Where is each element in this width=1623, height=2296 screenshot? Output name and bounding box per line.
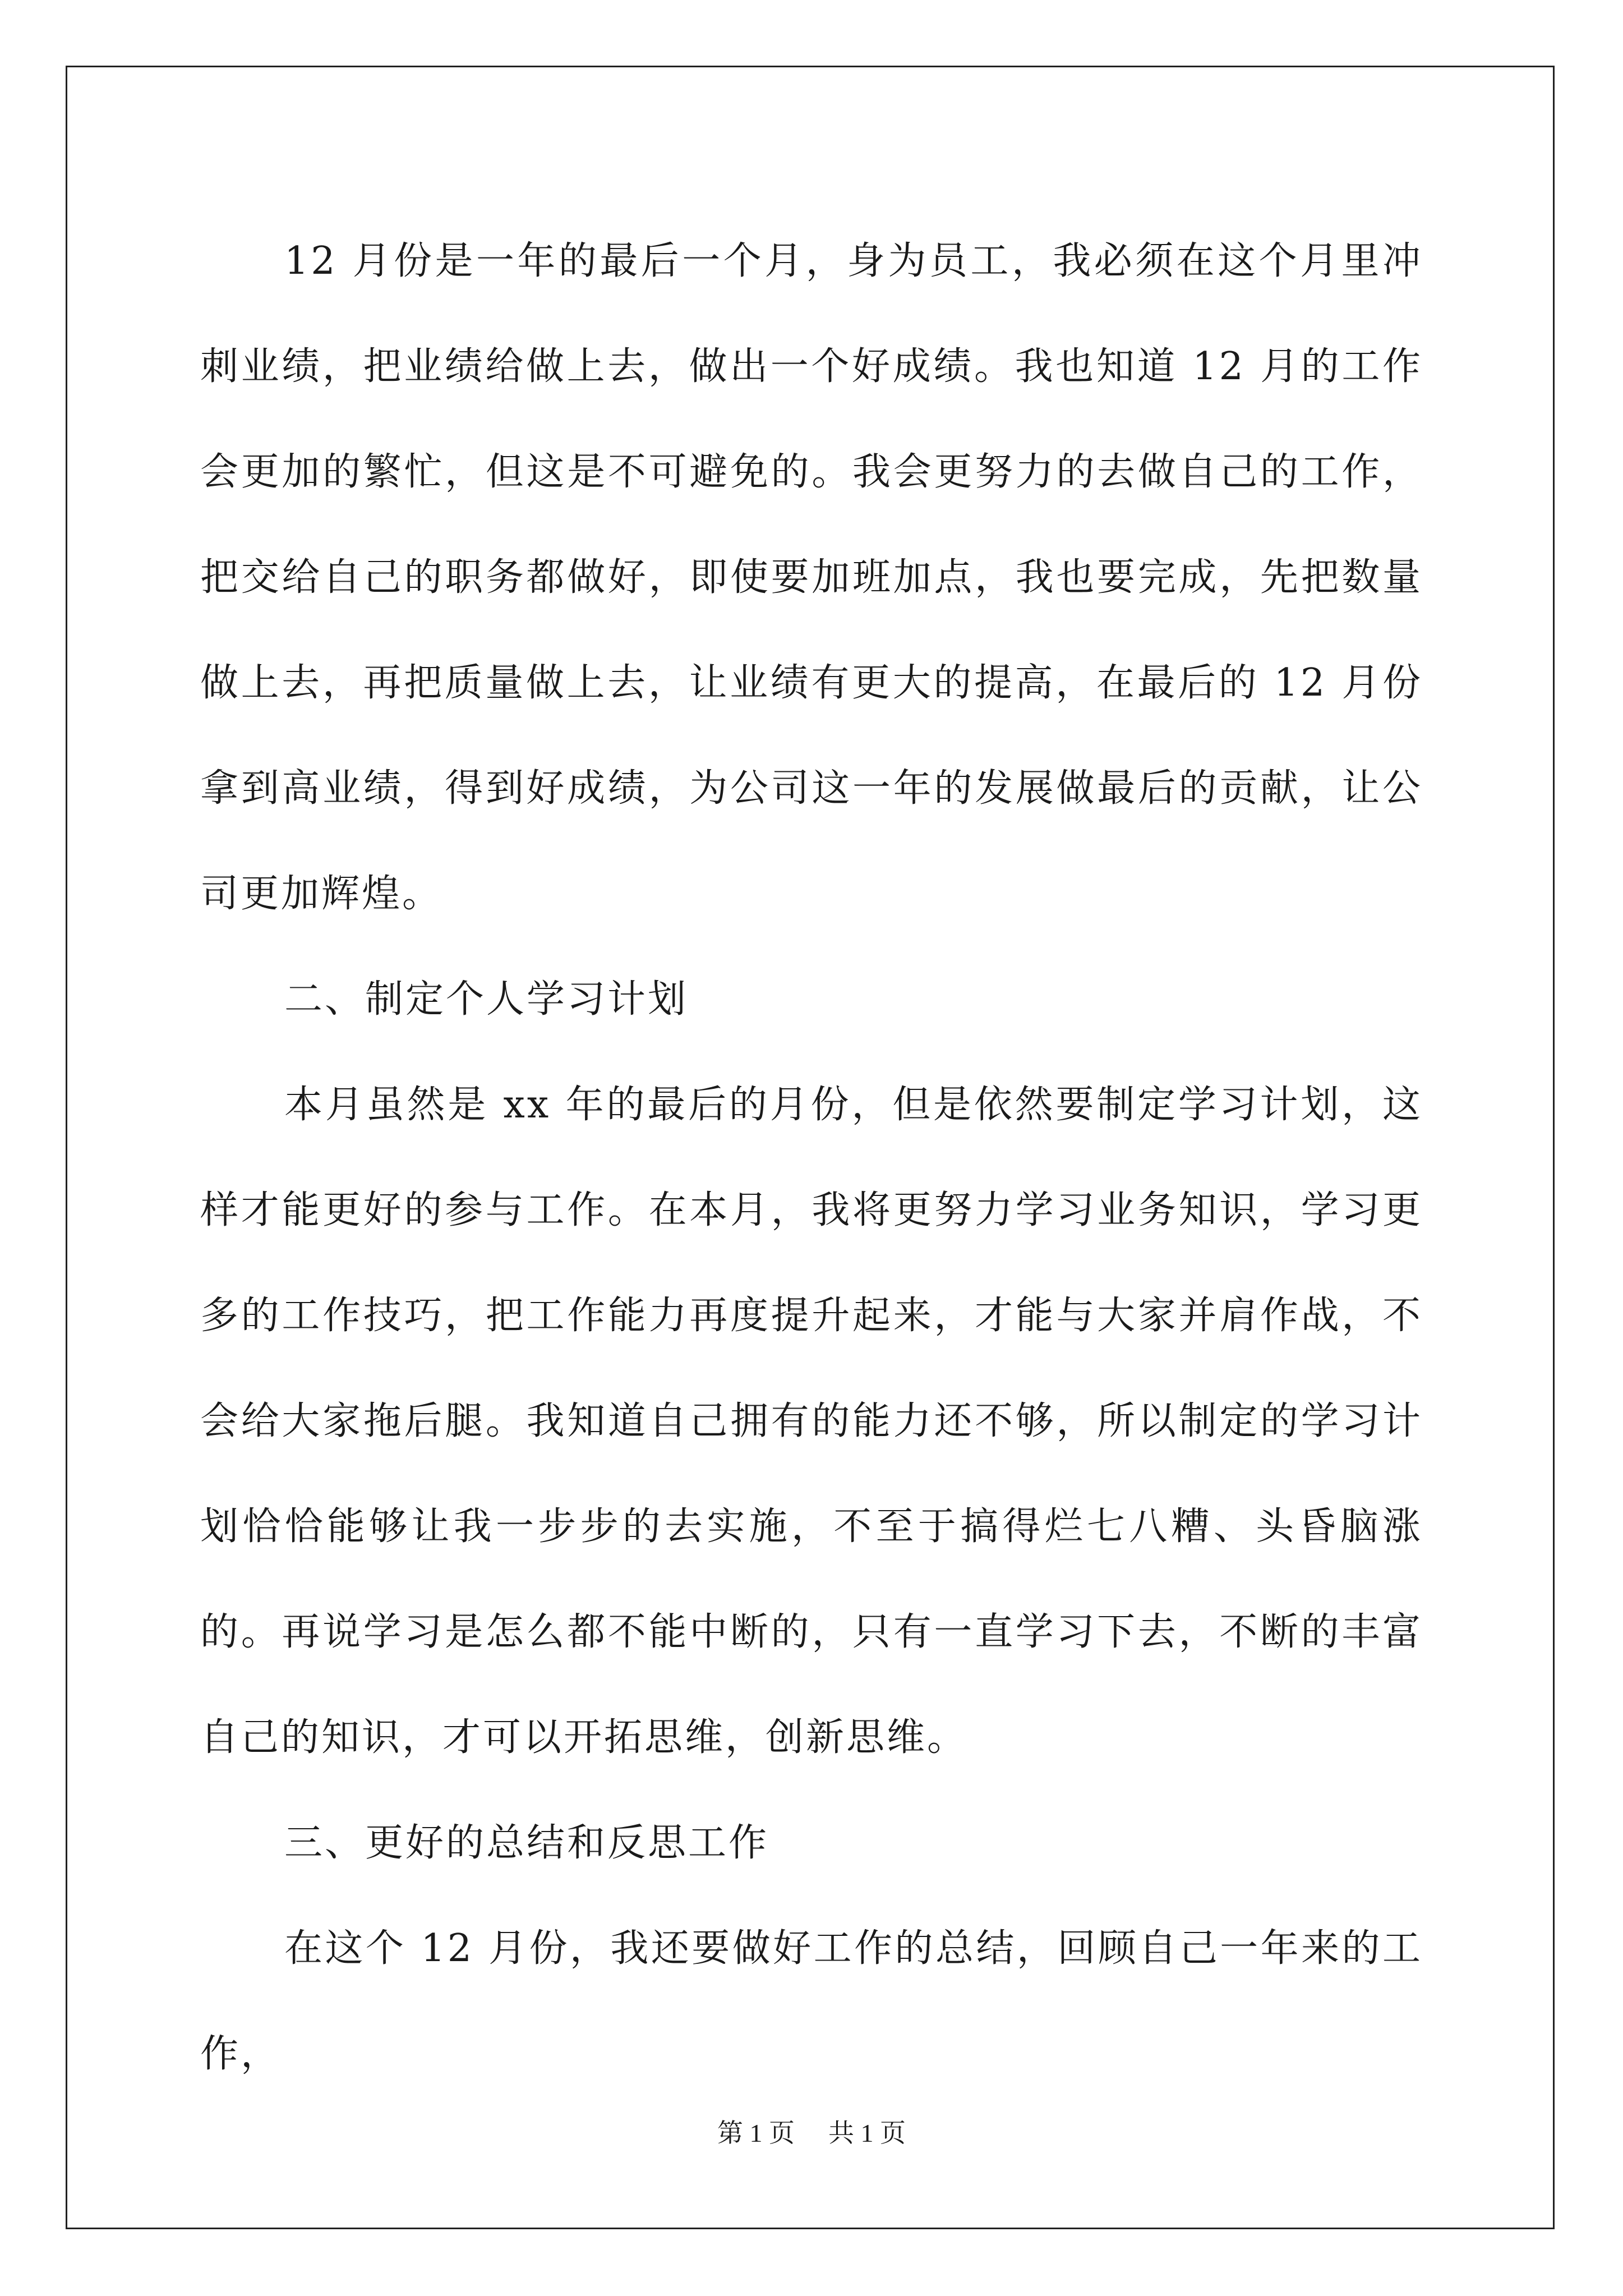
section-heading-study-plan: 二、制定个人学习计划	[284, 977, 689, 1022]
page-number: 第 1 页	[717, 2119, 795, 2147]
document-body	[200, 209, 1423, 2107]
page-total: 共 1 页	[828, 2119, 906, 2147]
paragraph-study-plan: 本月虽然是 xx 年的最后的月份，但是依然要制定学习计划，这样才能更好的参与工作。在本月，我将更努力学习业务知识，学习更多的工作技巧，把工作能力再度提升起来，才能与大家并肩作战，不会给大家拖后腿。我知道自己拥有的能力还不够，所以制定的学习计划恰恰能够让我一步步的去实施，不至于搞得烂七八糟、头昏脑涨的。再说学习是怎么都不能中断的，只有一直学习下去，不断的丰富自己的知识，才可以开拓思维，创新思维。	[200, 1083, 1423, 1760]
paragraph-december-goals: 12 月份是一年的最后一个月，身为员工，我必须在这个月里冲刺业绩，把业绩给做上去，做出一个好成绩。我也知道 12 月的工作会更加的繁忙，但这是不可避免的。我会更努力的去做自己的工作，把交给自己的职务都做好，即使要加班加点，我也要完成，先把数量做上去，再把质量做上去，让业绩有更大的提高，在最后的 12 月份拿到高业绩，得到好成绩，为公司这一年的发展做最后的贡献，让公司更加辉煌。	[200, 239, 1423, 916]
section-heading-summary: 三、更好的总结和反思工作	[284, 1821, 769, 1865]
paragraph-summary: 在这个 12 月份，我还要做好工作的总结，回顾自己一年来的工作，	[200, 1926, 1423, 2076]
page-footer	[0, 2116, 1623, 2150]
